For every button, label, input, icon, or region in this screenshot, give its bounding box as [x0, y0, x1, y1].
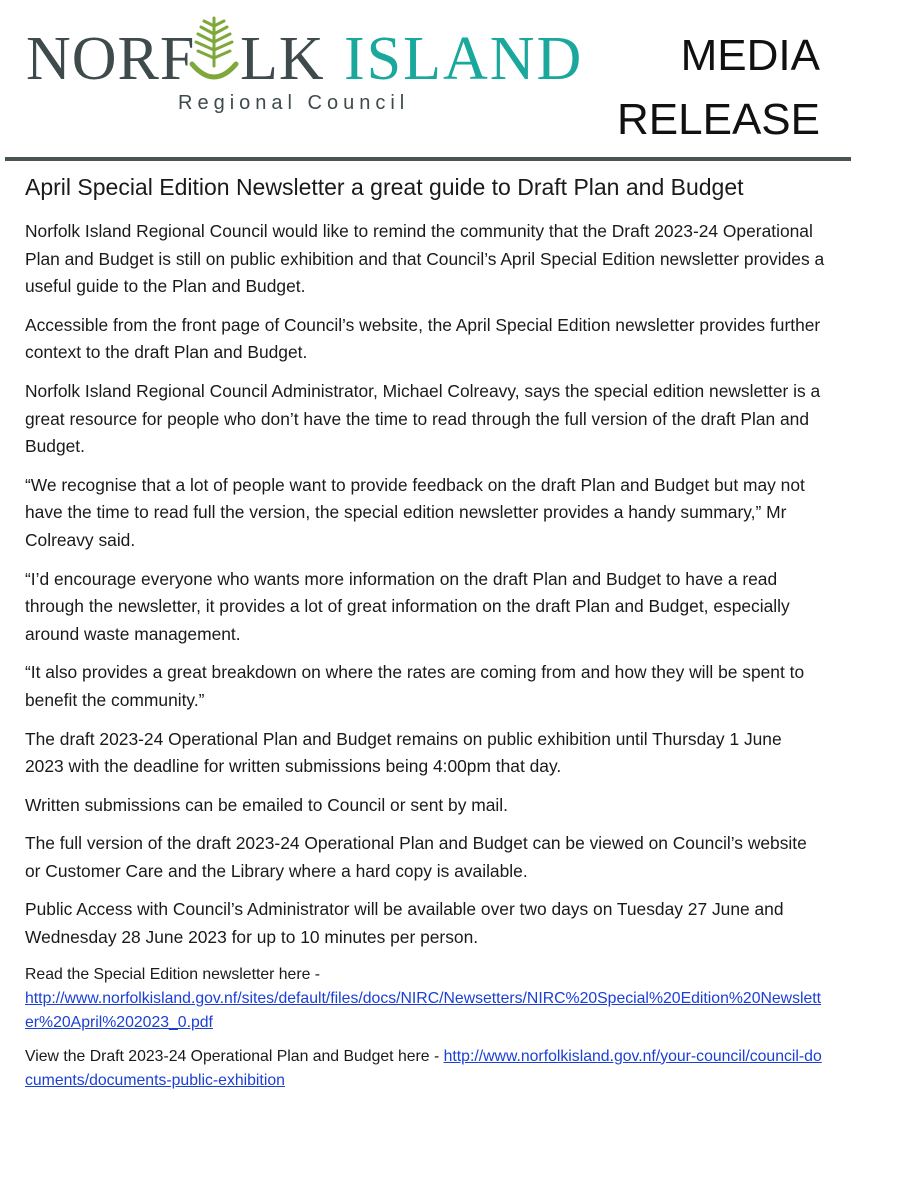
article-paragraph: The full version of the draft 2023-24 Operational Plan and Budget can be viewed on Council’s website or Customer Care and the Library where a hard copy is available. [25, 833, 807, 881]
newsletter-link-paragraph [25, 963, 825, 1035]
article-paragraph: The draft 2023-24 Operational Plan and Budget remains on public exhibition until Thursday 1 June 2023 with the deadline for written submissions being 4:00pm that day. [25, 728, 782, 777]
media-release-line-1: MEDIA [680, 31, 820, 80]
header-divider [5, 157, 851, 161]
pine-tree-icon [186, 14, 242, 92]
article-paragraph: “We recognise that a lot of people want to provide feedback on the draft Plan and Budget but may not have the time to read full the version, the special edition newsletter provides a handy summary,” Mr Colreavy said. [25, 474, 805, 550]
article-paragraph: Norfolk Island Regional Council Administrator, Michael Colreavy, says the special edition newsletter is a great resource for people who don’t have the time to read through the full version of the draft Plan and Budget. [25, 380, 821, 457]
page-header [0, 0, 900, 160]
newsletter-link-label: Read the Special Edition newsletter here - [25, 965, 321, 983]
logo-text-island: ISLAND [344, 25, 584, 93]
plan-link-paragraph [25, 1045, 825, 1093]
article-paragraph: Public Access with Council’s Administrator will be available over two days on Tuesday 27 June and Wednesday 28 June 2023 for up to 10 minutes per person. [25, 899, 784, 948]
plan-link-label: View the Draft 2023-24 Operational Plan and Budget here - [25, 1047, 440, 1065]
article-paragraph: Norfolk Island Regional Council would like to remind the community that the Draft 2023-24 Operational Plan and Budget is still on public exhibition and that Council’s April Special Edition newsletter provides a useful guide to the Plan and Budget. [25, 221, 825, 297]
article-paragraph: “It also provides a great breakdown on where the rates are coming from and how they will be spent to benefit the community.” [25, 662, 805, 710]
plan-link[interactable]: http://www.norfolkisland.gov.nf/your-council/council-documents/documents-public-exhibition [25, 1047, 822, 1089]
article-body [25, 170, 825, 1103]
article-paragraph: Written submissions can be emailed to Council or sent by mail. [25, 794, 508, 815]
council-logo [26, 18, 586, 128]
article-paragraph: “I’d encourage everyone who wants more information on the draft Plan and Budget to have a read through the newsletter, it provides a lot of great information on the draft Plan and Budget, especially around waste management. [25, 568, 790, 644]
logo-subtitle: Regional Council [178, 92, 410, 114]
media-release-line-2: RELEASE [617, 95, 820, 144]
media-release-title [617, 24, 820, 152]
newsletter-link[interactable]: http://www.norfolkisland.gov.nf/sites/default/files/docs/NIRC/Newsetters/NIRC%20Special%20Edition%20Newsletter%20April%202023_0.pdf [25, 989, 822, 1031]
logo-text-lk: LK [240, 25, 325, 93]
article-headline: April Special Edition Newsletter a great guide to Draft Plan and Budget [25, 174, 744, 200]
article-paragraph: Accessible from the front page of Council’s website, the April Special Edition newsletter provides further context to the draft Plan and Budget. [25, 314, 821, 363]
logo-text-norf: NORF [26, 25, 196, 93]
